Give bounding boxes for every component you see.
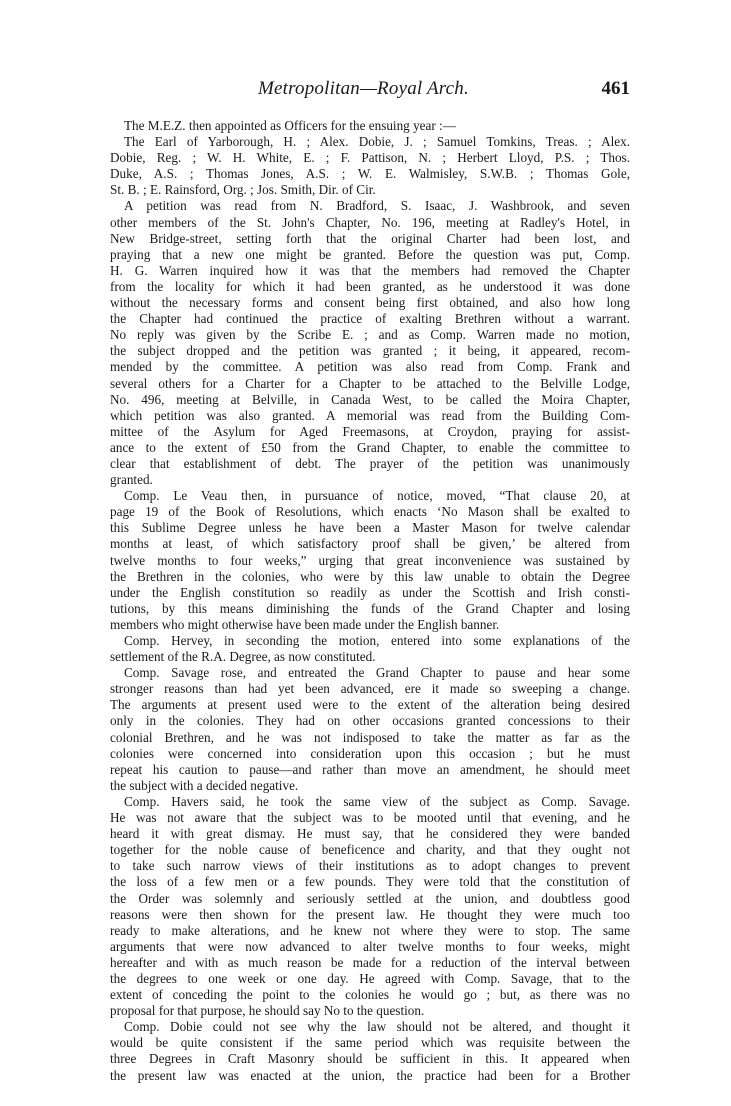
text-line: the subject dropped and the petition was granted ; it being, it appeared, recom- — [110, 343, 630, 359]
text-line: ance to the extent of £50 from the Grand Chapter, to enable the committee to — [110, 439, 630, 455]
text-line: page 19 of the Book of Resolutions, which enacts ‘No Mason shall be exalted to — [110, 504, 630, 520]
running-title: Metropolitan—Royal Arch. — [258, 78, 469, 99]
text-line: without the necessary forms and consent being first obtained, and also how long — [110, 295, 630, 311]
text-line: this Sublime Degree unless he have been a Master Mason for twelve calendar — [110, 520, 630, 536]
text-line: only in the colonies. They had on other occasions granted concessions to their — [110, 713, 630, 729]
text-line: Comp. Havers said, he took the same view of the subject as Comp. Savage. — [124, 793, 630, 809]
text-line: together for the noble cause of beneficence and charity, and that they ought not — [110, 842, 630, 858]
text-line: colonial Brethren, and he was not indisposed to take the matter as far as the — [110, 729, 630, 745]
text-line: Dobie, Reg. ; W. H. White, E. ; F. Pattison, N. ; Herbert Lloyd, P.S. ; Thos. — [110, 150, 630, 166]
text-line: clear that establishment of debt. The prayer of the petition was unanimously — [110, 455, 630, 471]
text-line: proposal for that purpose, he should say No to the question. — [110, 1003, 425, 1019]
text-line: twelve months to four weeks,” urging that great inconvenience was sustained by — [110, 552, 630, 568]
text-line: under the English constitution so readily as under the Scottish and Irish consti- — [110, 584, 630, 600]
text-line: which petition was also granted. A memorial was read from the Building Com- — [110, 407, 630, 423]
text-line: ready to make alterations, and he knew not where they were to stop. The same — [110, 922, 630, 938]
text-line: members who might otherwise have been made under the English banner. — [110, 616, 500, 632]
text-line: No reply was given by the Scribe E. ; and as Comp. Warren made no motion, — [110, 327, 630, 343]
text-line: would be quite consistent if the same period which was requisite between the — [110, 1035, 630, 1051]
text-line: The M.E.Z. then appointed as Officers for the ensuing year :— — [124, 118, 456, 133]
text-line: the loss of a few men or a few pounds. They were told that the constitution of — [110, 874, 630, 890]
text-line: Comp. Dobie could not see why the law should not be altered, and thought it — [124, 1019, 630, 1035]
text-line: the present law was enacted at the union, the practice had been for a Brother — [110, 1067, 630, 1083]
text-line: granted. — [110, 472, 153, 488]
body-text — [110, 118, 630, 1084]
text-line: several others for a Charter for a Chapter to be attached to the Belville Lodge, — [110, 375, 630, 391]
text-line: praying that a new one might be granted. Before the question was put, Comp. — [110, 246, 630, 262]
text-line: The arguments at present used were to the extent of the alteration being desired — [110, 697, 630, 713]
text-line: mittee of the Asylum for Aged Freemasons, at Croydon, praying for assist- — [110, 423, 630, 439]
text-line: three Degrees in Craft Masonry should be sufficient in this. It appeared when — [110, 1051, 630, 1067]
text-line: The Earl of Yarborough, H. ; Alex. Dobie, J. ; Samuel Tomkins, Treas. ; Alex. — [124, 134, 630, 150]
text-line: the Order was solemnly and seriously settled at the union, and doubtless good — [110, 890, 630, 906]
text-line: New Bridge-street, setting forth that the original Charter had been lost, and — [110, 230, 630, 246]
text-line: Duke, A.S. ; Thomas Jones, A.S. ; W. E. Walmisley, S.W.B. ; Thomas Gole, — [110, 166, 630, 182]
text-line: Comp. Le Veau then, in pursuance of notice, moved, “That clause 20, at — [124, 488, 630, 504]
text-line: the Brethren in the colonies, who were by this law unable to obtain the Degree — [110, 568, 630, 584]
text-line: settlement of the R.A. Degree, as now constituted. — [110, 649, 376, 665]
text-line: A petition was read from N. Bradford, S. Isaac, J. Washbrook, and seven — [124, 198, 630, 214]
text-line: months at least, of which satisfactory proof shall be given,’ be altered from — [110, 536, 630, 552]
page-number: 461 — [601, 78, 630, 99]
text-line: repeat his caution to pause—and rather than move an amendment, he should meet — [110, 761, 630, 777]
text-line: reasons were then shown for the present law. He thought they were much too — [110, 906, 630, 922]
text-line: Comp. Savage rose, and entreated the Grand Chapter to pause and hear some — [124, 665, 630, 681]
text-line: from the locality for which it had been granted, as he understood it was done — [110, 278, 630, 294]
text-line: mended by the committee. A petition was also read from Comp. Frank and — [110, 359, 630, 375]
text-line: heard it with great dismay. He must say, that he considered they were banded — [110, 826, 630, 842]
text-line: arguments that were now advanced to alter twelve months to four weeks, might — [110, 938, 630, 954]
text-line: tutions, by this means diminishing the funds of the Grand Chapter and losing — [110, 600, 630, 616]
running-head — [110, 78, 630, 102]
text-line: St. B. ; E. Rainsford, Org. ; Jos. Smith, Dir. of Cir. — [110, 182, 376, 198]
text-line: colonies were concerned into consideration upon this occasion ; but he must — [110, 745, 630, 761]
text-line: extent of conceding the point to the colonies he would go ; but, as there was no — [110, 987, 630, 1003]
text-line: He was not aware that the subject was to be mooted until that evening, and he — [110, 810, 630, 826]
text-line: the degrees to one week or one day. He agreed with Comp. Savage, that to the — [110, 970, 630, 986]
text-line: hereafter and with as much reason be made for a reduction of the interval between — [110, 954, 630, 970]
text-line: Comp. Hervey, in seconding the motion, entered into some explanations of the — [124, 633, 630, 648]
text-line: the Chapter had continued the practice of exalting Brethren without a warrant. — [110, 311, 630, 327]
text-line: stronger reasons than had yet been advanced, ere it made so sweeping a change. — [110, 681, 630, 697]
text-line: the subject with a decided negative. — [110, 777, 299, 793]
text-line: other members of the St. John's Chapter, No. 196, meeting at Radley's Hotel, in — [110, 214, 630, 230]
text-line: H. G. Warren inquired how it was that the members had removed the Chapter — [110, 262, 630, 278]
text-line: to take such narrow views of their institutions as to adopt changes to prevent — [110, 858, 630, 874]
text-line: No. 496, meeting at Belville, in Canada West, to be called the Moira Chapter, — [110, 391, 630, 407]
